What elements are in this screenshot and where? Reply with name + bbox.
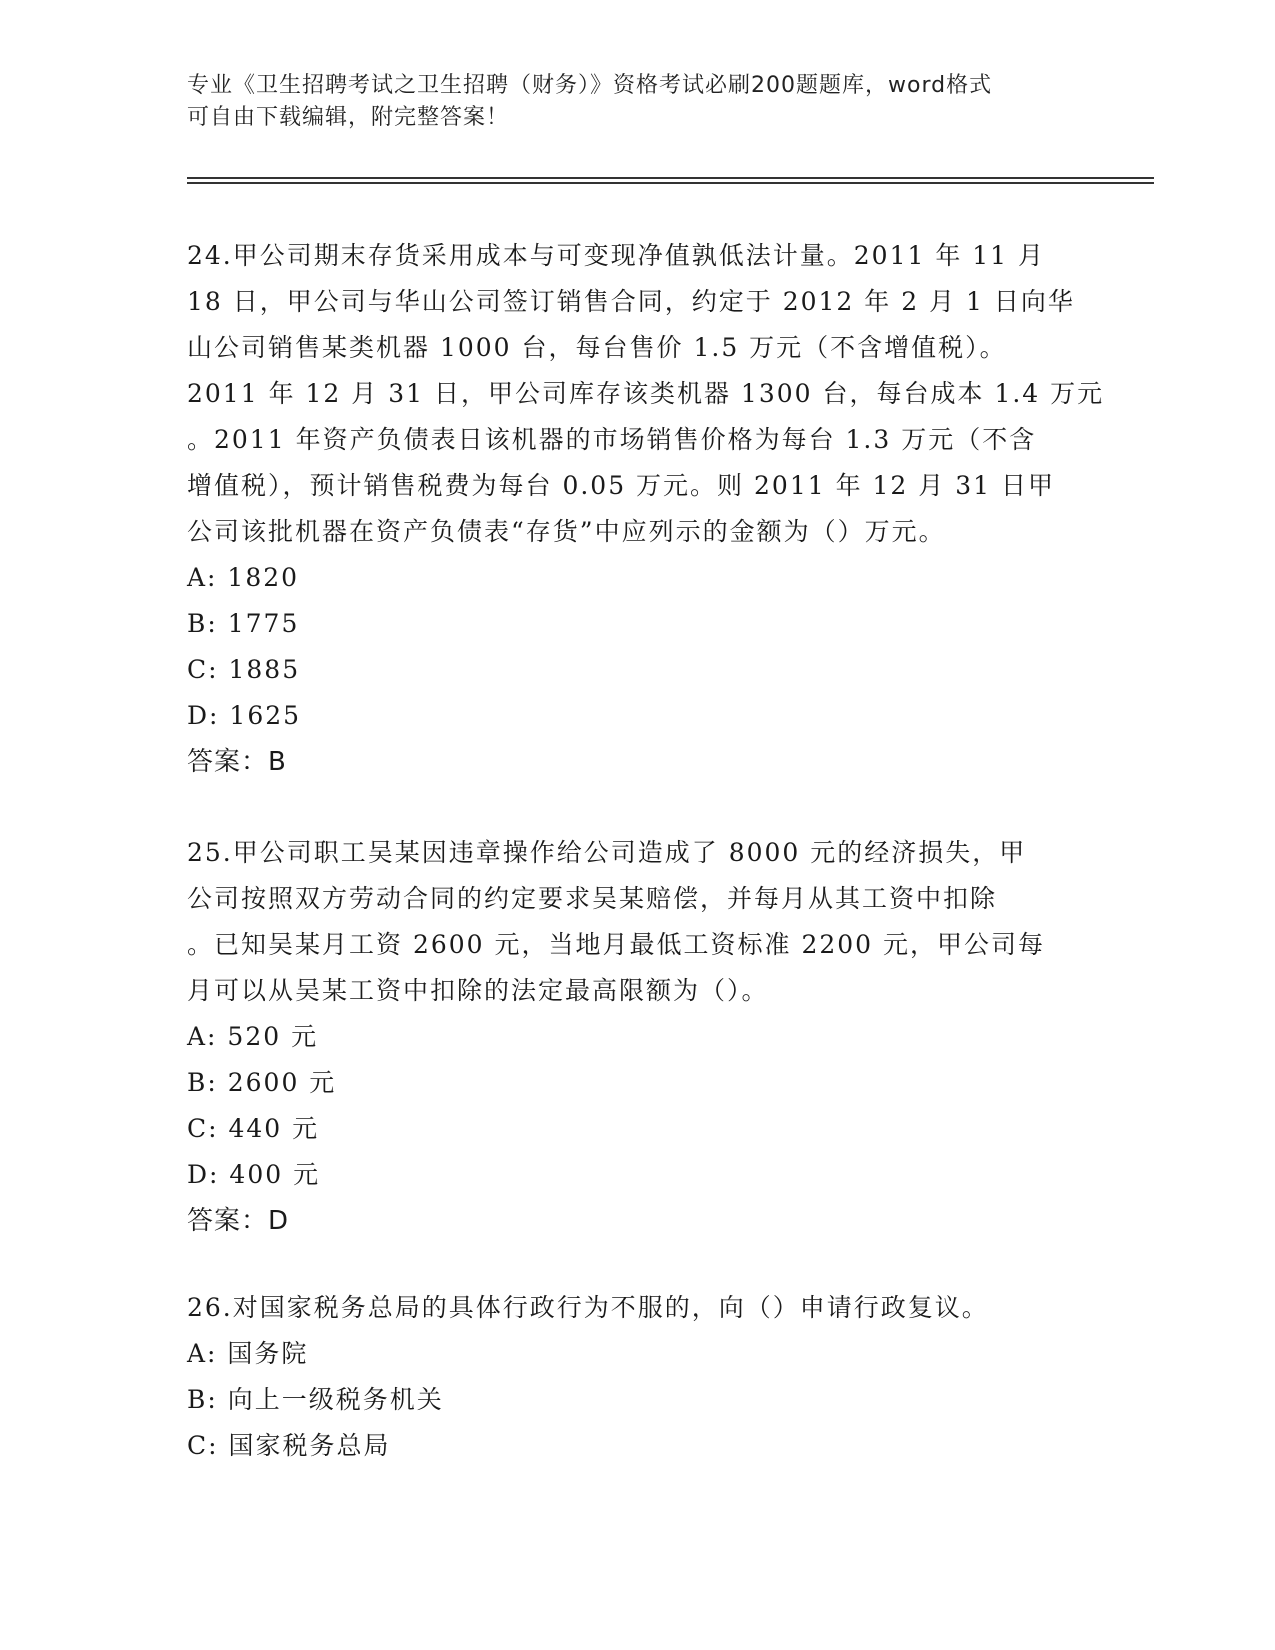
question-text-line: 26.对国家税务总局的具体行政行为不服的，向（）申请行政复议。 [187, 1293, 989, 1322]
answer-label: 答案：B [187, 747, 287, 777]
option-d: D: 400 元 [187, 1160, 321, 1189]
option-a: A: 国务院 [187, 1339, 309, 1368]
question-text-line: 2011 年 12 月 31 日，甲公司库存该类机器 1300 台，每台成本 1.4 万元 [187, 379, 1105, 408]
question-text-line: 增值税），预计销售税费为每台 0.05 万元。则 2011 年 12 月 31 日甲 [187, 471, 1055, 500]
question-text-line: 。2011 年资产负债表日该机器的市场销售价格为每台 1.3 万元（不含 [187, 425, 1037, 454]
option-c: C: 1885 [187, 655, 301, 684]
question-text-line: 24.甲公司期末存货采用成本与可变现净值孰低法计量。2011 年 11 月 [187, 241, 1046, 270]
document-header [187, 70, 1087, 134]
question-text-line: 。已知吴某月工资 2600 元，当地月最低工资标准 2200 元，甲公司每 [187, 930, 1046, 959]
question-26 [187, 1285, 1107, 1469]
question-text-line: 公司按照双方劳动合同的约定要求吴某赔偿，并每月从其工资中扣除 [187, 884, 998, 913]
option-b: B: 2600 元 [187, 1068, 337, 1097]
option-a: A: 1820 [187, 563, 300, 592]
option-d: D: 1625 [187, 701, 302, 730]
option-a: A: 520 元 [187, 1022, 319, 1051]
question-text-line: 公司该批机器在资产负债表“存货”中应列示的金额为（）万元。 [187, 517, 946, 546]
header-divider-bottom [187, 182, 1154, 184]
header-line-2: 可自由下载编辑，附完整答案！ [187, 105, 510, 130]
option-c: C: 国家税务总局 [187, 1431, 391, 1460]
question-text-line: 山公司销售某类机器 1000 台，每台售价 1.5 万元（不含增值税）。 [187, 333, 1007, 362]
answer-label: 答案：D [187, 1206, 290, 1236]
header-divider-top [187, 177, 1154, 179]
question-text-line: 25.甲公司职工吴某因违章操作给公司造成了 8000 元的经济损失，甲 [187, 838, 1027, 867]
option-c: C: 440 元 [187, 1114, 320, 1143]
option-b: B: 向上一级税务机关 [187, 1385, 444, 1414]
header-line-1: 专业《卫生招聘考试之卫生招聘（财务）》资格考试必刷200题题库，word格式 [187, 73, 993, 98]
question-text-line: 18 日，甲公司与华山公司签订销售合同，约定于 2012 年 2 月 1 日向华 [187, 287, 1075, 316]
question-text-line: 月可以从吴某工资中扣除的法定最高限额为（）。 [187, 976, 769, 1005]
option-b: B: 1775 [187, 609, 300, 638]
question-25 [187, 830, 1107, 1244]
question-24 [187, 233, 1107, 785]
